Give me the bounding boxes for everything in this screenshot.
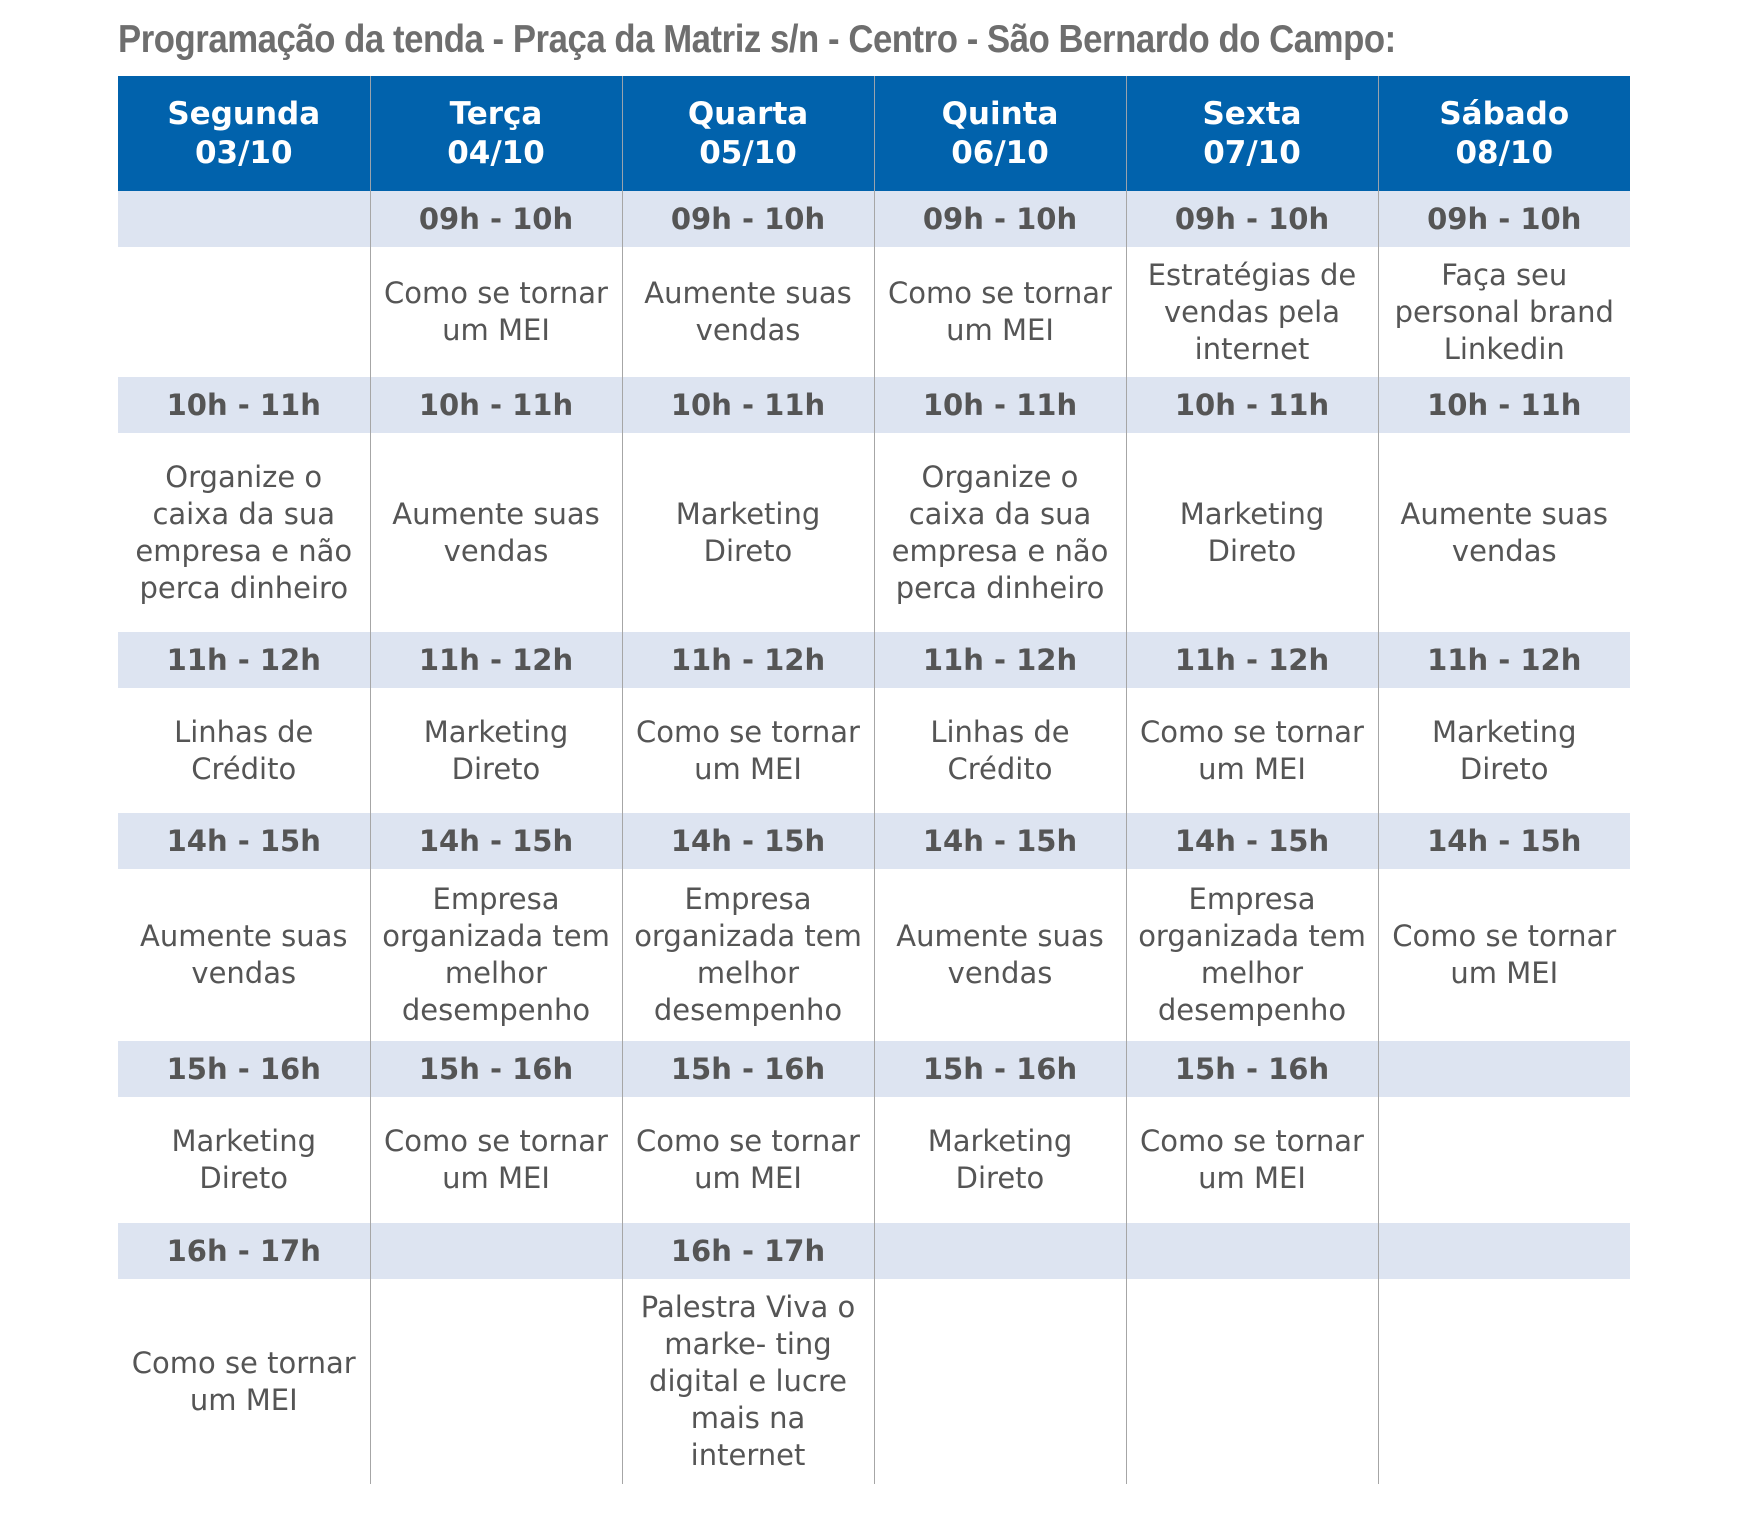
time-cell: 14h - 15h <box>118 813 370 869</box>
topic-cell <box>1126 1279 1378 1484</box>
topic-cell: Estratégias de vendas pela internet <box>1126 247 1378 377</box>
topic-cell <box>1378 1097 1630 1223</box>
day-date: 06/10 <box>951 134 1049 171</box>
time-cell: 11h - 12h <box>118 632 370 688</box>
time-row <box>118 813 1630 869</box>
topic-cell: Como se tornar um MEI <box>1126 1097 1378 1223</box>
time-row <box>118 1223 1630 1279</box>
topic-cell: Aumente suas vendas <box>118 869 370 1041</box>
day-date: 08/10 <box>1455 134 1554 171</box>
topic-cell: Linhas de Crédito <box>874 688 1126 813</box>
topic-row <box>118 1097 1630 1223</box>
topic-cell: Aumente suas vendas <box>622 247 874 377</box>
topic-cell: Como se tornar um MEI <box>370 247 622 377</box>
topic-cell <box>118 247 370 377</box>
topic-cell <box>874 1279 1126 1484</box>
topic-cell: Como se tornar um MEI <box>118 1279 370 1484</box>
time-cell: 14h - 15h <box>874 813 1126 869</box>
time-cell: 14h - 15h <box>1126 813 1378 869</box>
day-date: 05/10 <box>699 134 797 171</box>
time-cell <box>1378 1223 1630 1279</box>
topic-cell: Empresa organizada tem melhor desempenho <box>1126 869 1378 1041</box>
time-cell: 15h - 16h <box>622 1041 874 1097</box>
topic-cell: Aumente suas vendas <box>874 869 1126 1041</box>
time-cell: 14h - 15h <box>370 813 622 869</box>
time-cell: 10h - 11h <box>118 377 370 433</box>
time-cell <box>1126 1223 1378 1279</box>
topic-cell: Marketing Direto <box>1378 688 1630 813</box>
topic-cell: Marketing Direto <box>118 1097 370 1223</box>
topic-cell: Marketing Direto <box>370 688 622 813</box>
topic-cell: Como se tornar um MEI <box>622 1097 874 1223</box>
time-cell: 10h - 11h <box>1126 377 1378 433</box>
topic-cell: Como se tornar um MEI <box>622 688 874 813</box>
day-date: 03/10 <box>194 134 293 171</box>
day-name: Sexta <box>1202 95 1302 132</box>
time-cell: 16h - 17h <box>118 1223 370 1279</box>
topic-row <box>118 433 1630 632</box>
time-row <box>118 377 1630 433</box>
day-header <box>1126 76 1378 191</box>
topic-row <box>118 688 1630 813</box>
time-cell: 11h - 12h <box>1378 632 1630 688</box>
topic-cell: Como se tornar um MEI <box>1126 688 1378 813</box>
topic-row <box>118 869 1630 1041</box>
time-row <box>118 632 1630 688</box>
topic-cell: Aumente suas vendas <box>1378 433 1630 632</box>
day-name: Quinta <box>941 95 1059 132</box>
day-header <box>1378 76 1630 191</box>
time-cell: 09h - 10h <box>1126 191 1378 247</box>
day-header <box>370 76 622 191</box>
time-cell: 11h - 12h <box>874 632 1126 688</box>
day-header <box>874 76 1126 191</box>
topic-cell: Como se tornar um MEI <box>874 247 1126 377</box>
topic-cell: Como se tornar um MEI <box>1378 869 1630 1041</box>
time-cell: 14h - 15h <box>622 813 874 869</box>
time-cell <box>1378 1041 1630 1097</box>
time-cell: 16h - 17h <box>622 1223 874 1279</box>
day-name: Terça <box>449 95 543 132</box>
time-cell: 10h - 11h <box>874 377 1126 433</box>
topic-cell: Organize o caixa da sua empresa e não perca dinheiro <box>118 433 370 632</box>
topic-cell <box>370 1279 622 1484</box>
day-name: Quarta <box>687 95 809 132</box>
topic-cell: Organize o caixa da sua empresa e não perca dinheiro <box>874 433 1126 632</box>
time-cell: 15h - 16h <box>1126 1041 1378 1097</box>
time-cell: 11h - 12h <box>622 632 874 688</box>
time-cell <box>118 191 370 247</box>
day-header <box>622 76 874 191</box>
day-date: 07/10 <box>1203 134 1301 171</box>
topic-row <box>118 247 1630 377</box>
topic-cell: Empresa organizada tem melhor desempenho <box>622 869 874 1041</box>
time-cell: 15h - 16h <box>370 1041 622 1097</box>
day-header <box>118 76 370 191</box>
time-cell: 10h - 11h <box>1378 377 1630 433</box>
day-name: Sábado <box>1439 95 1570 132</box>
time-row <box>118 191 1630 247</box>
time-cell <box>370 1223 622 1279</box>
time-cell: 11h - 12h <box>1126 632 1378 688</box>
schedule-table <box>118 76 1630 1484</box>
topic-cell: Palestra Viva o marke- ting digital e lucre mais na internet <box>622 1279 874 1484</box>
time-cell <box>874 1223 1126 1279</box>
time-cell: 11h - 12h <box>370 632 622 688</box>
time-cell: 10h - 11h <box>370 377 622 433</box>
time-cell: 15h - 16h <box>874 1041 1126 1097</box>
topic-row <box>118 1279 1630 1484</box>
day-name: Segunda <box>167 95 321 132</box>
header-row <box>118 76 1630 191</box>
topic-cell: Marketing Direto <box>874 1097 1126 1223</box>
topic-cell: Faça seu personal brand Linkedin <box>1378 247 1630 377</box>
day-date: 04/10 <box>447 134 545 171</box>
topic-cell: Marketing Direto <box>1126 433 1378 632</box>
topic-cell: Marketing Direto <box>622 433 874 632</box>
topic-cell: Linhas de Crédito <box>118 688 370 813</box>
topic-cell: Empresa organizada tem melhor desempenho <box>370 869 622 1041</box>
time-cell: 10h - 11h <box>622 377 874 433</box>
time-cell: 09h - 10h <box>1378 191 1630 247</box>
time-cell: 09h - 10h <box>622 191 874 247</box>
topic-cell: Aumente suas vendas <box>370 433 622 632</box>
page-title: Programação da tenda - Praça da Matriz s/n - Centro - São Bernardo do Campo: <box>118 18 1396 61</box>
time-cell: 14h - 15h <box>1378 813 1630 869</box>
time-cell: 09h - 10h <box>370 191 622 247</box>
topic-cell <box>1378 1279 1630 1484</box>
time-row <box>118 1041 1630 1097</box>
time-cell: 09h - 10h <box>874 191 1126 247</box>
topic-cell: Como se tornar um MEI <box>370 1097 622 1223</box>
time-cell: 15h - 16h <box>118 1041 370 1097</box>
